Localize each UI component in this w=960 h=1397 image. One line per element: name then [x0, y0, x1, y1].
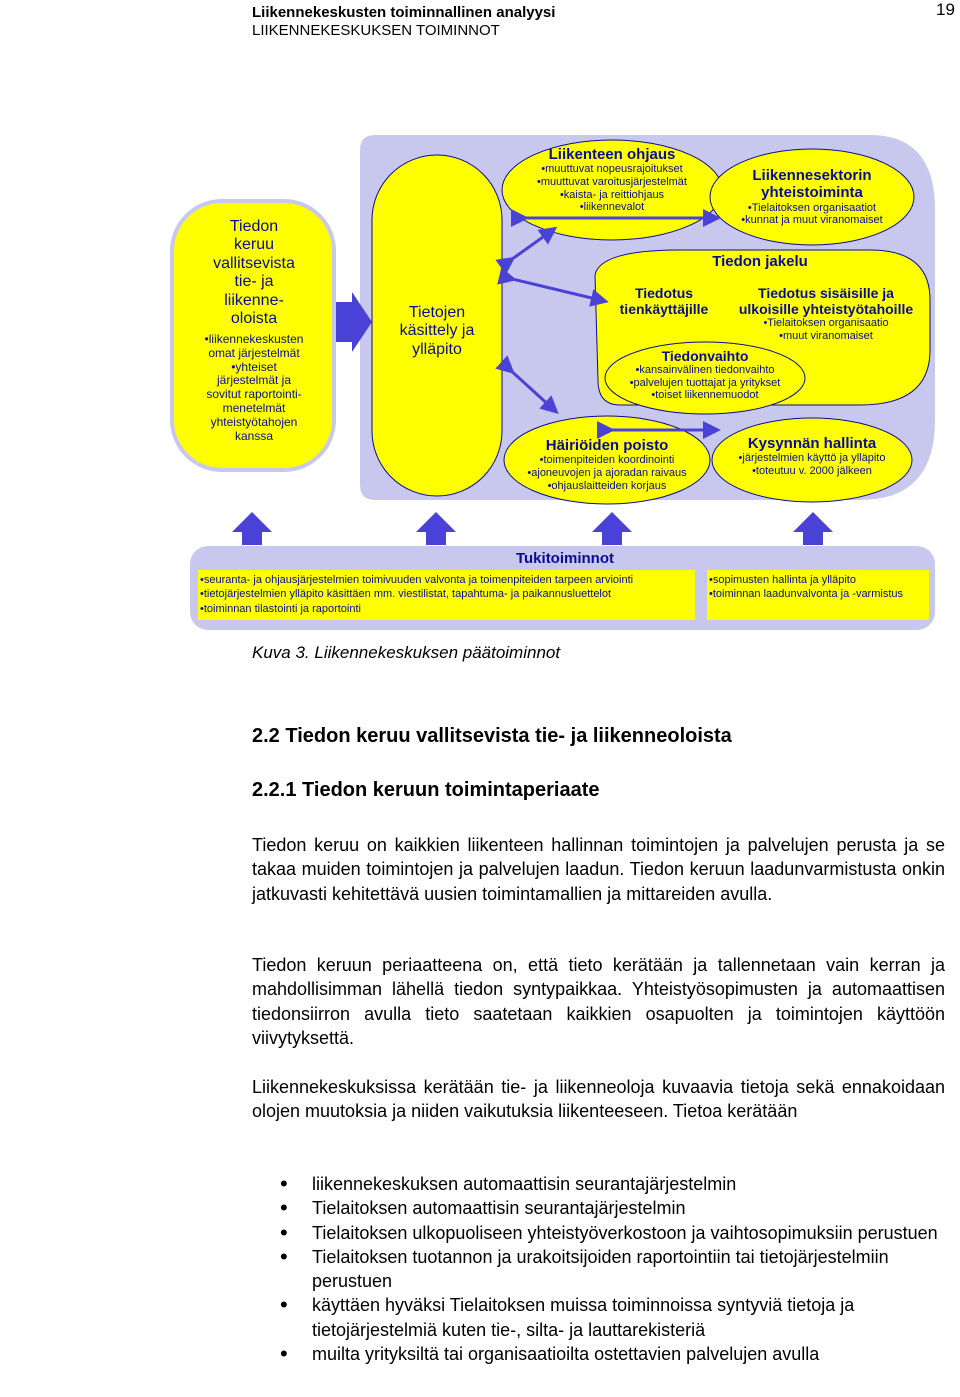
processing-title: Tietojen käsittely ja ylläpito — [399, 304, 475, 358]
list-item: • muilta yrityksiltä tai organisaatioilta ostettavien palvelujen avulla — [280, 1342, 945, 1366]
running-header-title: Liikennekeskusten toiminnallinen analyysi — [252, 4, 556, 21]
incident-removal-text: Häiriöiden poisto •toimenpiteiden koordinointi •ajoneuvojen ja ajoradan raivaus •ohjauslaitteiden korjaus — [527, 437, 687, 492]
up-arrow-2 — [416, 512, 456, 545]
sector-cooperation-text: Liikennesektorin yhteistoiminta •Tielaitoksen organisaatiot •kunnat ja muut viranomaiset — [741, 167, 883, 227]
demand-management-text: Kysynnän hallinta •järjestelmien käyttö ja ylläpito •toteutuu v. 2000 jälkeen — [738, 435, 886, 477]
traffic-control-text: Liikenteen ohjaus •muuttuvat nopeusrajoitukset •muuttuvat varoitusjärjestelmät •kaista- ja reittiohjaus •liikennevalot — [504, 146, 720, 214]
paragraph-2: Tiedon keruun periaatteena on, että tieto kerätään ja tallennetaan vain kerran ja mahdollisimman lähellä tiedon syntypaikkaa. Yhteistyösopimusten ja automaattisen tiedonsiirron avulla tieto saatetaan kaikkien osapuolten ja toimintojen käyttöön viivytyksettä. — [252, 955, 945, 1048]
exchange-text: Tiedonvaihto •kansainvälinen tiedonvaihto •palvelujen tuottajat ja yritykset •toiset liikennemuodot — [629, 348, 781, 402]
list-item: • liikennekeskuksen automaattisin seurantajärjestelmin — [280, 1172, 945, 1196]
support-title: Tukitoiminnot — [515, 550, 615, 567]
list-item: • käyttäen hyväksi Tielaitoksen muissa toiminnoissa syntyviä tietoja ja tietojärjestelmiä kuten tie-, silta- ja lauttarekisteriä — [280, 1293, 945, 1342]
up-arrow-4 — [793, 512, 833, 545]
running-header-subtitle: LIIKENNEKESKUKSEN TOIMINNOT — [252, 22, 500, 39]
support-right-items: •sopimusten hallinta ja ylläpito •toiminnan laadunvalvonta ja -varmistus — [709, 574, 904, 601]
page-number: 19 — [936, 0, 955, 19]
list-item: • Tielaitoksen automaattisin seurantajärjestelmin — [280, 1196, 945, 1220]
bullet-list — [280, 1172, 945, 1366]
internal-text: Tiedotus sisäisille ja ulkoisille yhteistyötahoille •Tielaitoksen organisaatio •muut viranomaiset — [738, 285, 914, 342]
list-item: • Tielaitoksen tuotannon ja urakoitsijoiden raportointiin tai tietojärjestelmiin perustuen — [280, 1245, 945, 1294]
collection-items: •liikennekeskusten omat järjestelmät •yhteiset järjestelmät ja sovitut raportointi- menetelmät yhteistyötahojen kanssa — [204, 332, 304, 443]
diagram — [0, 0, 960, 640]
paragraph-1: Tiedon keruu on kaikkien liikenteen hallinnan toimintojen ja palvelujen perusta ja se takaa muiden toimintojen ja palvelujen laadun. Tiedon keruun laadunvarmistusta onkin jatkuvasti kehitettävä uusien toimintamallien ja mittareiden avulla. — [252, 835, 945, 904]
distribution-title: Tiedon jakelu — [712, 253, 808, 270]
section-heading: 2.2 Tiedon keruu vallitsevista tie- ja liikenneoloista — [252, 725, 732, 747]
figure-caption: Kuva 3. Liikennekeskuksen päätoiminnot — [252, 643, 561, 662]
subsection-heading: 2.2.1 Tiedon keruun toimintaperiaate — [252, 779, 600, 801]
traffic-control-title: Liikenteen ohjaus — [548, 146, 676, 163]
road-users-text: Tiedotus tienkäyttäjille — [619, 285, 709, 318]
up-arrow-1 — [232, 512, 272, 545]
paragraph-3: Liikennekeskuksissa kerätään tie- ja liikenneoloja kuvaavia tietoja sekä ennakoidaan olojen muutoksia ja niiden vaikutuksia liikenteeseen. Tietoa kerätään — [252, 1077, 945, 1122]
collection-title: Tiedon keruu vallitsevista tie- ja liikenne- oloista — [213, 218, 295, 327]
up-arrow-3 — [592, 512, 632, 545]
support-left-items: •seuranta- ja ohjausjärjestelmien toimivuuden valvonta ja toimenpiteiden tarpeen arviointi •tietojärjestelmien ylläpito käsittäen mm. viestilistat, tapahtuma- ja paikannusluettelot •toiminnan tilastointi ja raportointi — [200, 574, 634, 615]
list-item: • Tielaitoksen ulkopuoliseen yhteistyöverkostoon ja vaihtosopimuksiin perustuen — [280, 1221, 945, 1245]
